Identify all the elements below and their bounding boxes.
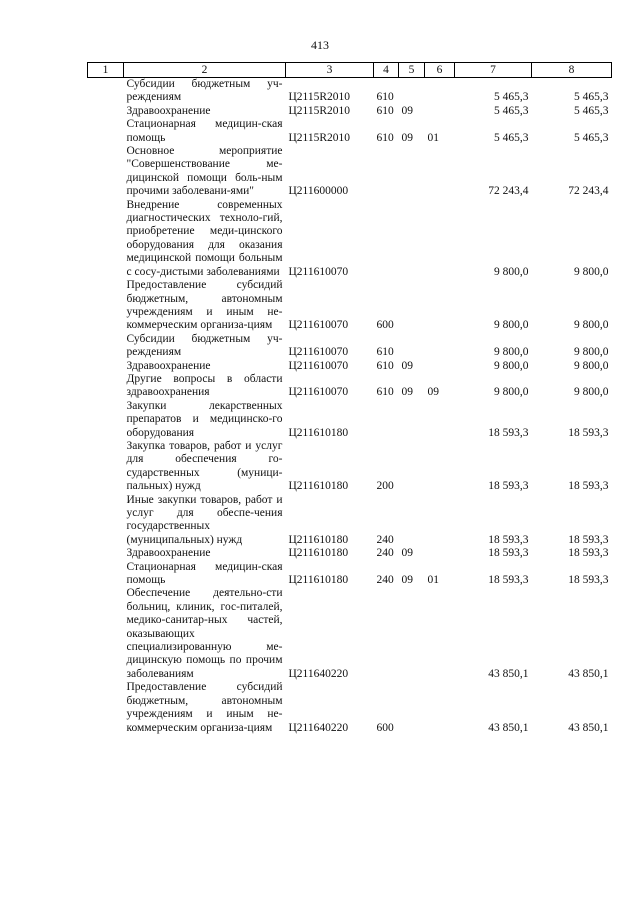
row-col-5: 09 [401, 574, 413, 587]
table-row [88, 547, 612, 560]
row-col-6 [425, 78, 455, 105]
row-value-8: 5 465,3 [574, 91, 609, 104]
row-col-4 [374, 400, 399, 440]
row-col-4: 610 [376, 359, 394, 372]
row-col-1 [88, 199, 124, 279]
row-col-1 [88, 587, 124, 681]
row-name: Здравоохранение [126, 104, 211, 117]
row-code: Ц211610180 [288, 426, 349, 439]
row-col-4: 610 [376, 91, 394, 104]
row-value-8: 9 800,0 [574, 346, 609, 359]
row-col-5 [399, 199, 425, 279]
row-code: Ц211610180 [288, 533, 349, 546]
table-body [88, 78, 612, 735]
row-value-8: 18 593,3 [568, 426, 609, 439]
row-col-4: 200 [376, 480, 394, 493]
column-header-8: 8 [532, 63, 612, 78]
row-col-1 [88, 547, 124, 560]
row-col-4: 610 [376, 386, 394, 399]
row-value-8: 9 800,0 [574, 319, 609, 332]
row-col-5 [399, 440, 425, 494]
table-row [88, 105, 612, 118]
row-col-5 [399, 279, 425, 333]
row-col-1 [88, 118, 124, 145]
column-header-6: 6 [425, 63, 455, 78]
row-col-4: 610 [376, 104, 394, 117]
row-col-4: 610 [376, 346, 394, 359]
table-row [88, 440, 612, 494]
row-value-8: 5 465,3 [574, 104, 609, 117]
row-col-4: 600 [376, 319, 394, 332]
row-name: Предоставление субсидий бюджетным, автономным учреждениям и иным не-коммерческим организа-циям [126, 681, 283, 734]
row-col-4: 240 [376, 547, 394, 560]
row-col-5 [399, 400, 425, 440]
row-col-1 [88, 681, 124, 735]
row-name: Здравоохранение [126, 547, 211, 560]
row-col-5 [399, 587, 425, 681]
table-row [88, 360, 612, 373]
column-header-5: 5 [399, 63, 425, 78]
row-code: Ц211610180 [288, 574, 349, 587]
row-col-6 [425, 587, 455, 681]
row-value-8: 18 593,3 [568, 547, 609, 560]
row-col-4 [374, 199, 399, 279]
row-value-7: 18 593,3 [488, 426, 529, 439]
row-value-8: 9 800,0 [574, 359, 609, 372]
row-col-6 [425, 547, 455, 560]
row-value-8: 18 593,3 [568, 480, 609, 493]
row-col-5: 09 [401, 359, 413, 372]
header-row [88, 63, 612, 78]
row-col-5 [399, 681, 425, 735]
row-name: Стационарная медицин-ская помощь [126, 118, 283, 144]
row-value-7: 9 800,0 [494, 346, 529, 359]
row-name: Внедрение современных диагностических техноло-гий, приобретение меди-цинского оборудования для оказания медицинской помощи больным с сосу-дистыми заболеваниями [126, 198, 283, 278]
row-name: Иные закупки товаров, работ и услуг для обеспе-чения государственных (муниципальных) нужд [126, 493, 283, 546]
row-col-6: 01 [427, 574, 439, 587]
row-value-7: 9 800,0 [494, 265, 529, 278]
row-col-5 [399, 145, 425, 199]
row-col-5: 09 [401, 386, 413, 399]
column-header-3: 3 [286, 63, 374, 78]
row-col-6 [425, 105, 455, 118]
row-code: Ц211610070 [288, 359, 349, 372]
row-code: Ц211610070 [288, 319, 349, 332]
row-col-6 [425, 145, 455, 199]
row-code: Ц211610070 [288, 346, 349, 359]
table-row [88, 681, 612, 735]
table-row [88, 373, 612, 400]
row-col-1 [88, 494, 124, 548]
row-value-7: 43 850,1 [488, 721, 529, 734]
row-value-8: 9 800,0 [574, 386, 609, 399]
row-name: Предоставление субсидий бюджетным, автономным учреждениям и иным не-коммерческим организа-циям [126, 279, 283, 332]
row-col-1 [88, 279, 124, 333]
row-code: Ц211640220 [288, 721, 349, 734]
row-name: Другие вопросы в области здравоохранения [126, 372, 283, 399]
row-col-1 [88, 440, 124, 494]
row-col-5 [399, 333, 425, 360]
table-row [88, 78, 612, 105]
row-code: Ц211610180 [288, 547, 349, 560]
row-col-6 [425, 681, 455, 735]
row-name: Обеспечение деятельно-сти больниц, клиник, гос-питалей, медико-санитар-ных частей, оказывающих специализированную ме-дицинскую помощь по прочим заболеваниям [126, 587, 283, 680]
table-row [88, 118, 612, 145]
row-name: Стационарная медицин-ская помощь [126, 560, 283, 587]
table-row [88, 494, 612, 548]
row-value-7: 9 800,0 [494, 386, 529, 399]
row-code: Ц211600000 [288, 185, 349, 198]
table-row [88, 400, 612, 440]
row-value-7: 5 465,3 [494, 131, 529, 144]
row-value-8: 43 850,1 [568, 667, 609, 680]
page-number: 413 [311, 38, 329, 52]
row-col-5: 09 [401, 547, 413, 560]
row-value-7: 18 593,3 [488, 533, 529, 546]
row-value-7: 9 800,0 [494, 319, 529, 332]
budget-table [87, 62, 612, 735]
row-value-7: 18 593,3 [488, 480, 529, 493]
row-value-7: 72 243,4 [488, 185, 529, 198]
row-col-1 [88, 145, 124, 199]
row-col-4: 240 [376, 574, 394, 587]
row-value-8: 9 800,0 [574, 265, 609, 278]
row-name: Субсидии бюджетным уч-реждениям [126, 78, 283, 104]
row-value-7: 5 465,3 [494, 104, 529, 117]
column-header-2: 2 [124, 63, 286, 78]
row-code: Ц211610180 [288, 480, 349, 493]
table-row [88, 279, 612, 333]
row-col-4 [374, 587, 399, 681]
row-name: Основное мероприятие "Совершенствование ме-дицинской помощи боль-ным прочими заболевани-ями" [126, 145, 283, 198]
row-col-6 [425, 279, 455, 333]
row-value-8: 43 850,1 [568, 721, 609, 734]
row-value-7: 18 593,3 [488, 574, 529, 587]
row-value-7: 18 593,3 [488, 547, 529, 560]
row-col-5 [399, 78, 425, 105]
table-row [88, 587, 612, 681]
row-col-1 [88, 105, 124, 118]
row-col-1 [88, 78, 124, 105]
row-value-8: 18 593,3 [568, 533, 609, 546]
row-name: Субсидии бюджетным уч-реждениям [126, 332, 283, 359]
row-name: Здравоохранение [126, 359, 211, 372]
row-col-6: 09 [427, 386, 439, 399]
row-col-1 [88, 360, 124, 373]
row-code: Ц2115R2010 [288, 131, 351, 144]
row-col-6 [425, 199, 455, 279]
row-col-5 [399, 494, 425, 548]
row-value-7: 9 800,0 [494, 359, 529, 372]
table-row [88, 199, 612, 279]
row-col-6 [425, 400, 455, 440]
column-header-4: 4 [374, 63, 399, 78]
row-col-6 [425, 360, 455, 373]
row-code: Ц211610070 [288, 265, 349, 278]
row-col-6: 01 [427, 131, 439, 144]
row-col-1 [88, 333, 124, 360]
row-value-8: 18 593,3 [568, 574, 609, 587]
row-code: Ц211640220 [288, 667, 349, 680]
row-col-4 [374, 145, 399, 199]
row-code: Ц211610070 [288, 386, 349, 399]
row-col-5: 09 [401, 104, 413, 117]
row-name: Закупка товаров, работ и услуг для обеспечения го-сударственных (муници-пальных) нужд [126, 439, 283, 493]
row-value-7: 43 850,1 [488, 667, 529, 680]
row-col-4: 600 [376, 721, 394, 734]
row-col-6 [425, 494, 455, 548]
row-value-7: 5 465,3 [494, 91, 529, 104]
row-col-1 [88, 400, 124, 440]
row-code: Ц2115R2010 [288, 104, 351, 117]
column-header-7: 7 [455, 63, 532, 78]
row-col-5: 09 [401, 131, 413, 144]
row-col-4: 240 [376, 533, 394, 546]
table-row [88, 145, 612, 199]
table-row [88, 561, 612, 588]
column-header-1: 1 [88, 63, 124, 78]
table-row [88, 333, 612, 360]
row-col-6 [425, 440, 455, 494]
row-name: Закупки лекарственных препаратов и медицинско-го оборудования [126, 399, 283, 439]
row-value-8: 72 243,4 [568, 185, 609, 198]
row-col-6 [425, 333, 455, 360]
row-code: Ц2115R2010 [288, 91, 351, 104]
row-value-8: 5 465,3 [574, 131, 609, 144]
row-col-4: 610 [376, 131, 394, 144]
row-col-1 [88, 373, 124, 400]
row-col-1 [88, 561, 124, 588]
